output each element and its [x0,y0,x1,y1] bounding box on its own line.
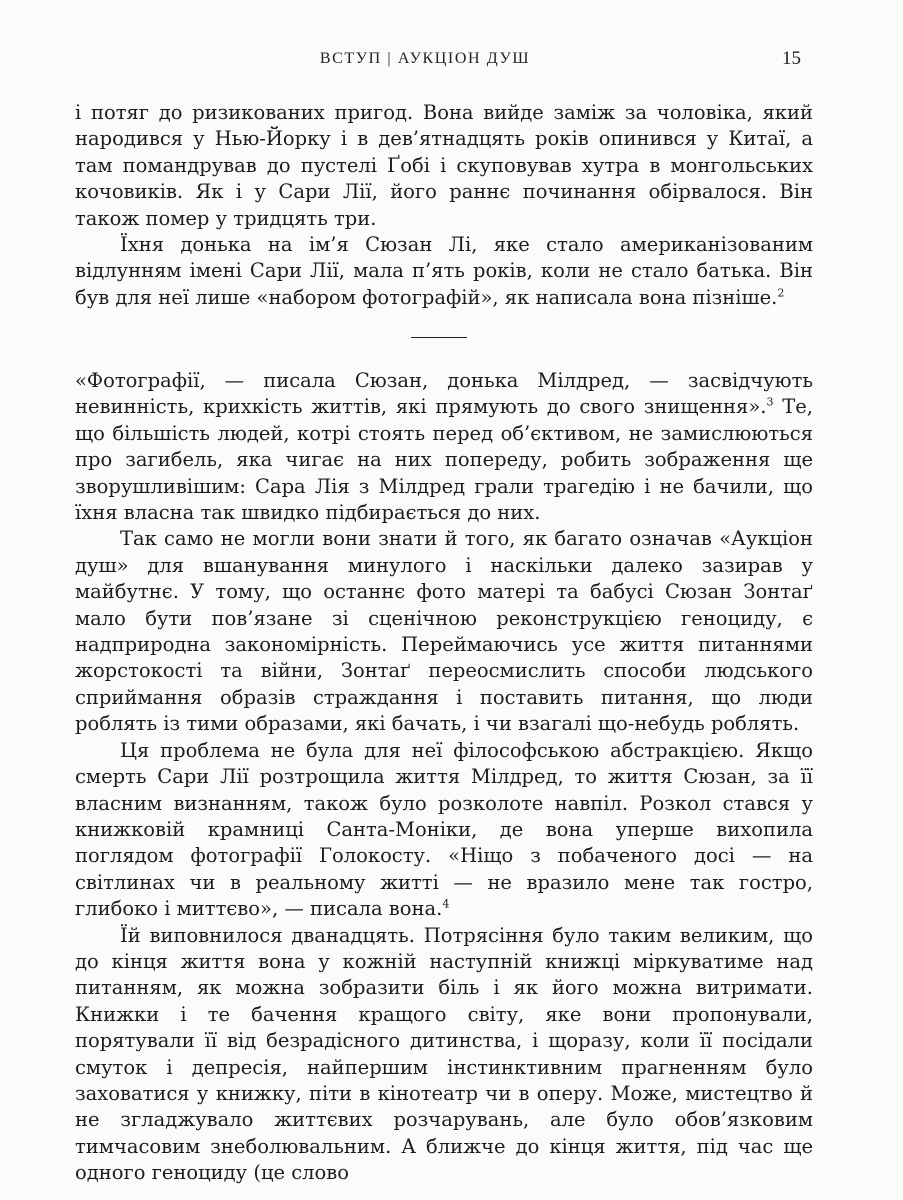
text-block-top [75,100,813,311]
paragraph-3-text-b: Те, що більшість людей, котрі стоять перед об’єктивом, не замислюються про загибель, яка чигає на них попереду, робить зображення ще зворушливішим: Сара Лія з Мілдред грали трагедію і не бачили, що їхня власна так швидко підбирається до них. [75,395,813,525]
paragraph-2-text: Їхня донька на ім’я Сюзан Лі, яке стало американізованим відлунням імені Сари Лії, мала п’ять років, коли не стало батька. Він був для неї лише «набором фотографій», як написала вона пізніше. [75,233,813,309]
paragraph-1: і потяг до ризикованих пригод. Вона вийде заміж за чоловіка, який народився у Нью-Йорку і в дев’ятнадцять років опинився у Китаї, а там помандрував до пустелі Ґобі і скуповував хутра в монгольських кочовиків. Як і у Сари Лії, його раннє починання обірвалося. Він також помер у тридцять три. [75,101,813,230]
footnote-ref-2: 2 [777,286,785,300]
page-number: 15 [782,48,801,69]
paragraph-3-text-a: «Фотографії, — писала Сюзан, донька Мілдред, — засвідчують невинність, крихкість життів, які прямують до свого знищення». [75,369,813,419]
paragraph-2 [75,232,813,311]
paragraph-5 [75,738,813,923]
footnote-ref-3: 3 [766,395,774,409]
paragraph-5-text: Ця проблема не була для неї філософською абстракцією. Якщо смерть Сари Лії розтрощила життя Мілдред, то життя Сюзан, за її власним визнанням, також було розколоте навпіл. Розкол стався у книжковій крамниці Санта-Моніки, де вона уперше вихопила поглядом фотографії Голокосту. «Ніщо з побаченого досі — на світлинах чи в реальному житті — не вразило мене так гостро, глибоко і миттєво», — писала вона. [75,738,813,921]
paragraph-4: Так само не могли вони знати й того, як багато означав «Аукціон душ» для вшанування минулого і наскільки далеко зазирав у майбутнє. У тому, що останнє фото матері та бабусі Сюзан Зонтаґ мало бути пов’язане зі сценічною реконструкцією геноциду, є надприродна закономірність. Переймаючись усе життя питаннями жорстокості та війни, Зонтаґ переосмислить способи людського сприймання образів страждання і поставить питання, що люди роблять із тими образами, які бачать, і чи взагалі що-небудь роблять. [75,527,813,736]
section-divider [411,337,467,338]
paragraph-6: Їй виповнилося дванадцять. Потрясіння було таким великим, що до кінця життя вона у кожній наступній книжці міркуватиме над питанням, як можна зобразити біль і як його можна витримати. Книжки і те бачення кращого світу, яке вони пропонували, порятували її від безрадісного дитинства, і щоразу, коли її посідали смуток і депресія, найпершим інстинктивним прагненням було заховатися у книжку, піти в кінотеатр чи в оперу. Може, мистецтво й не згладжувало життєвих розчарувань, але було обов’язковим тимчасовим знеболювальним. А ближче до кінця життя, під час ще одного геноциду (це слово [75,923,813,1185]
footnote-ref-4: 4 [442,897,450,911]
text-block-bottom [75,368,813,1187]
paragraph-3 [75,368,813,526]
running-head: ВСТУП | АУКЦІОН ДУШ [319,50,531,67]
